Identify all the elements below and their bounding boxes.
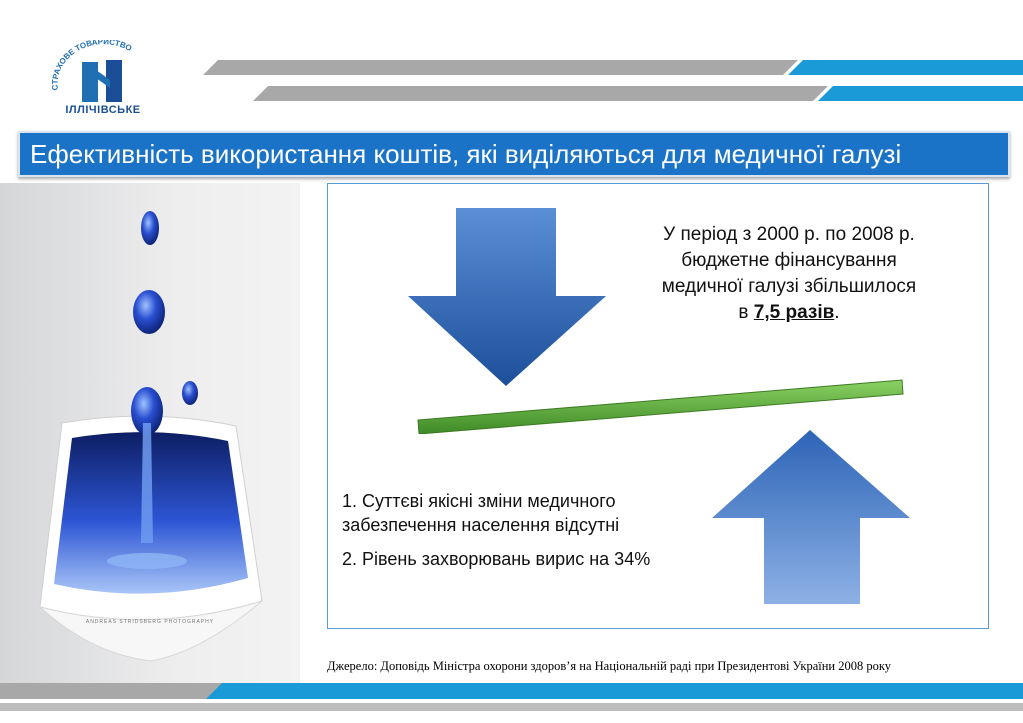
footer-stripe-gray xyxy=(0,683,222,699)
source-note: Джерело: Доповідь Міністра охорони здоров’я на Національній раді при Президентові України 2008 року xyxy=(327,659,892,673)
header-stripe-blue-top xyxy=(788,60,1023,75)
findings-list xyxy=(342,489,702,571)
header-stripe-gray-bottom xyxy=(253,86,828,101)
finding-item-2: 2. Рівень захворювань вирис на 34% xyxy=(342,549,651,569)
footer-stripe-gray-lower xyxy=(0,703,1023,711)
finding-item-1: 1. Суттєві якісні зміни медичного забезпечення населення відсутні xyxy=(342,491,620,535)
photo-caption: ANDREAS STRIDSBERG PHOTOGRAPHY xyxy=(85,619,215,625)
water-drop-photo xyxy=(0,183,300,683)
logo-arc-text: СТРАХОВЕ ТОВАРИСТВО xyxy=(50,40,134,91)
logo-name: ІЛЛІЧІВСЬКЕ xyxy=(65,104,141,116)
header-stripe-gray-top xyxy=(203,60,798,75)
statement-line-2: бюджетне фінансування xyxy=(681,250,897,271)
statement-line-3: медичної галузі збільшилося xyxy=(661,276,917,297)
water-drop-illustration xyxy=(0,183,300,683)
statement-line-1: У період з 2000 р. по 2008 р. xyxy=(663,224,915,245)
funding-statement xyxy=(624,222,954,326)
title-bar xyxy=(18,131,1010,177)
growth-value: 7,5 разів xyxy=(753,302,835,323)
arrow-down-icon xyxy=(408,206,608,388)
header-stripe-blue-bottom xyxy=(818,86,1023,101)
arrow-up-icon xyxy=(712,428,912,606)
statement-prefix: в xyxy=(738,302,754,323)
footer-stripe-blue xyxy=(206,683,1023,699)
statement-line-4 xyxy=(624,300,954,326)
balance-line-icon xyxy=(416,374,906,434)
company-logo xyxy=(48,40,158,124)
content-panel xyxy=(327,183,989,629)
logo-emblem-icon xyxy=(48,40,158,104)
page-title: Ефективність використання коштів, які виділяються для медичної галузі xyxy=(30,139,902,169)
statement-suffix: . xyxy=(834,302,840,323)
